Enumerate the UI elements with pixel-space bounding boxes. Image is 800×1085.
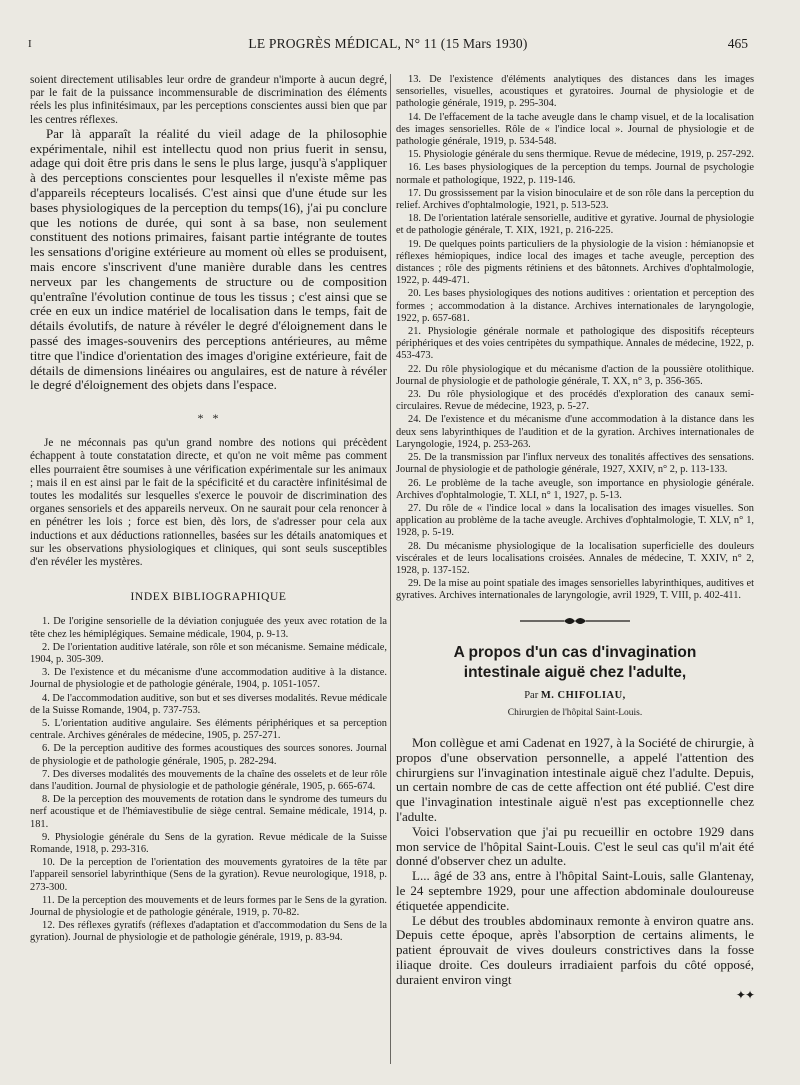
reference-item: 20. Les bases physiologiques des notions auditives : orientation et perception des formes ; accommodation à la distance. Archives internationales de laryngologie, 1922, p. 657-681. [396, 288, 754, 324]
body-paragraph: Par là apparaît la réalité du vieil adage de la philosophie expérimentale, nihil est intellectu quod non prius fuerit in sensu, adage qui doit être pris dans le sens le plus large, jusqu'à s'appliquer à des perceptions conscientes pour lesquelles il n'existe même pas d'appareils récepteurs localisés. C'est ainsi que d'une étude sur les bases physiologiques de la perception du temps(16), j'ai pu conclure que les notions de durée, qui sont à sa base, non seulement constituent des notions primaires, faisant partie intégrante de toutes les sensations d'origine extérieure au moment où elles se produisent, mais encore s'inscrivent d'une manière durable dans les centres nerveux par les changements de structure ou de composition qu'entraîne l'évolution continue de tous les tissus ; c'est ainsi que se crée en eux un indice matériel de localisation dans le temps, fait de détails évolutifs, de nature à révéler le degré d'éloignement dans le passé des images-souvenirs des perceptions antérieures, au même titre que l'indice d'orientation des images d'origine extérieure, fait de détails de dimensions linéaires ou angulaires, est de nature à révéler le degré d'éloignement des objets dans l'espace. [30, 125, 387, 393]
reference-item: 23. Du rôle physiologique et des procédés d'exploration des canaux semi-circulaires. Revue de médecine, 1923, p. 5-27. [396, 389, 754, 413]
reference-item: 18. De l'orientation latérale sensorielle, auditive et gyrative. Journal de physiologie et de pathologie générale, T. XIX, 1921, p. 216-225. [396, 213, 754, 237]
reference-item: 10. De la perception de l'orientation des mouvements gyratoires de la tête par l'appareil sensoriel labyrinthique (Sens de la gyration). Revue neurologique, 1918, p. 273-300. [30, 857, 387, 893]
closing-paragraph: Je ne méconnais pas qu'un grand nombre des notions qui précèdent échappent à toute constatation directe, et qu'on ne voit même pas comment elles pourraient être soumises à une vérification expérimentale sur les animaux ; mais il en est ainsi par le fait de la spécificité et du caractère infinitésimal de toutes les modalités sur lesquelles s'exerce le pouvoir de discrimination des organes sensoriels et des appareils nerveux. On ne saurait pour cela renoncer à en pénétrer les lois ; force est bien, dès lors, de s'adresser pour cela aux inductions et aux déductions rationnelles, basées sur les détails anatomiques et sur les observations physiologiques et cliniques, qui sont seuls susceptibles d'en révéler les mystères. [30, 437, 387, 568]
reference-item: 15. Physiologie générale du sens thermique. Revue de médecine, 1919, p. 257-292. [408, 149, 754, 161]
reference-list-continued [396, 74, 754, 603]
ornament-icon [520, 615, 630, 627]
reference-item: 29. De la mise au point spatiale des images sensorielles labyrinthiques, auditives et gyratives. Archives internationales de laryngologie, avril 1929, T. VIII, p. 402-411. [396, 578, 754, 602]
reference-item: 28. Du mécanisme physiologique de la localisation superficielle des douleurs viscérales et de leurs localisations croisées. Annales de médecine, T. XXIV, n° 2, 1928, p. 137-152. [396, 540, 754, 576]
reference-item: 14. De l'effacement de la tache aveugle dans le champ visuel, et de la localisation des images sensorielles. Rôle de « l'indice local ». Journal de physiologie et de pathologie générale, 1919, p. 534-548. [396, 111, 754, 148]
section-asterism [30, 411, 387, 425]
right-column [396, 74, 754, 1003]
index-heading: INDEX BIBLIOGRAPHIQUE [130, 591, 287, 604]
reference-item: 17. Du grossissement par la vision binoculaire et de son rôle dans la perception du relief. Archives d'ophtalmologie, 1921, p. 513-523. [396, 187, 754, 212]
column-divider [390, 74, 391, 1064]
continued-paragraph: soient directement utilisables leur ordre de grandeur n'importe à aucun degré, par le fait de la puissance incommensurable de discrimination des éléments réels les plus infinitésimaux, par les perceptions conscientes aussi bien que par les centres réflexes. [30, 74, 387, 126]
reference-item: 26. Le problème de la tache aveugle, son importance en physiologie générale. Archives d'ophtalmologie, T. XLI, n° 1, 1927, p. 5-13. [396, 477, 754, 501]
reference-item: 19. De quelques points particuliers de la physiologie de la vision : hémianopsie et réflexes hémiopiques, indice local des images et tache aveugle, perception des distances ; rôle des pigments rétiniens et des bâtonnets. Archives d'ophtalmologie, 1922, p. 449-471. [396, 238, 754, 287]
running-header [28, 36, 748, 56]
reference-item: 16. Les bases physiologiques de la perception du temps. Journal de psychologie normale et pathologique, 1922, p. 119-146. [396, 162, 754, 186]
reference-item: 13. De l'existence d'éléments analytiques des distances dans les images sensorielles, visuelles, acoustiques et gyratoires. Journal de physiologie et de pathologie générale, 1919, p. 295-304. [396, 74, 754, 110]
reference-item: 5. L'orientation auditive angulaire. Ses éléments périphériques et sa perception centrale. Archives générales de médecine, 1905, p. 257-271. [30, 718, 387, 742]
ornament-divider [520, 615, 630, 627]
reference-item: 25. De la transmission par l'influx nerveux des tonalités affectives des sensations. Journal de physiologie et de pathologie générale, 1927, XXIV, n° 2, p. 113-133. [396, 452, 754, 476]
reference-item: 4. De l'accommodation auditive, son but et ses diverses modalités. Revue médicale de la Suisse Romande, 1904, p. 737-753. [30, 692, 387, 716]
byline-prefix: Par [524, 689, 539, 701]
continuation-mark: ✦✦ [735, 988, 754, 1003]
reference-item: 3. De l'existence et du mécanisme d'une accommodation auditive à la distance. Journal de physiologie et de pathologie générale, 1904, p. 1051-1057. [30, 667, 387, 691]
article-paragraph: Voici l'observation que j'ai pu recueillir en octobre 1929 dans mon service de l'hôpital Saint-Louis. C'est le seul cas qu'il m'ait été donné d'observer chez un adulte. [396, 823, 754, 869]
reference-item: 24. De l'existence et du mécanisme d'une accommodation à la distance dans les deux sens labyrinthiques de l'audition et de la gyration. Archives internationales de Laryngologie, 1924, p. 253-263. [396, 414, 754, 450]
journal-title: LE PROGRÈS MÉDICAL, N° 11 (15 Mars 1930) [248, 36, 528, 51]
article-paragraph: L... âgé de 33 ans, entre à l'hôpital Saint-Louis, salle Glantenay, le 24 septembre 1929, pour une affection abdominale douloureuse étiquetée appendicite. [396, 868, 754, 913]
reference-item: 21. Physiologie générale normale et pathologique des dispositifs récepteurs périphériques et des voies centripètes du sympathique. Annales de médecine, 1922, p. 453-473. [396, 326, 754, 362]
header-mark: I [28, 38, 32, 50]
asterism-mark: * * [197, 411, 220, 426]
reference-list [30, 616, 387, 944]
reference-item: 9. Physiologie générale du Sens de la gyration. Revue médicale de la Suisse Romande, 1918, p. 293-316. [30, 831, 387, 856]
article-paragraph: Le début des troubles abdominaux remonte à environ quatre ans. Depuis cette époque, après l'absorption de certains aliments, le patient éprouvait de vives douleurs constrictives dans la fosse iliaque droite. Ces douleurs irradiaient parfois du côté opposé, duraient environ vingt [396, 912, 754, 987]
reference-item: 22. Du rôle physiologique et du mécanisme d'action de la poussière otolithique. Journal de physiologie et de pathologie générale, T. XX, n° 3, p. 356-365. [396, 363, 754, 387]
article-paragraph: Mon collègue et ami Cadenat en 1927, à la Société de chirurgie, à propos d'une observation personnelle, a appelé l'attention des chirurgiens sur l'invagination intestinale aiguë chez l'adulte. Depuis, un certain nombre de cas de cette affection ont été publié. C'est dire que l'invagination intestinale aiguë n'est pas exceptionnelle chez l'adulte. [396, 734, 754, 824]
left-column [30, 74, 387, 946]
reference-item: 27. Du rôle de « l'indice local » dans la localisation des images visuelles. Son application au problème de la tache aveugle. Archives d'ophtalmologie, T. XLV, n° 1, 1928, p. 5-19. [396, 502, 754, 539]
author-affiliation: Chirurgien de l'hôpital Saint-Louis. [507, 707, 643, 718]
page-number: 465 [727, 36, 748, 51]
reference-item: 11. De la perception des mouvements et de leurs formes par le Sens de la gyration. Journal de physiologie et de pathologie générale, 1919, p. 70-82. [30, 894, 387, 919]
article-title-line-2: intestinale aiguë chez l'adulte, [463, 663, 687, 681]
reference-item: 7. Des diverses modalités des mouvements de la chaîne des osselets et de leur rôle dans l'audition. Journal de physiologie et de pathologie générale, 1905, p. 665-674. [30, 768, 387, 793]
reference-item: 12. Des réflexes gyratifs (réflexes d'adaptation et d'accommodation du Sens de la gyration). Journal de physiologie et de pathologie générale, 1919, p. 83-94. [30, 920, 387, 944]
article-title-line-1: A propos d'un cas d'invagination [453, 643, 697, 661]
reference-item: 8. De la perception des mouvements de rotation dans le syndrome des tumeurs du nerf acoustique et de l'hémiavestibulie de siège central. Semaine médicale, 1914, p. 181. [30, 794, 387, 830]
reference-item: 6. De la perception auditive des formes acoustiques des sources sonores. Journal de physiologie et de pathologie générale, 1905, p. 282-294. [30, 743, 387, 767]
article-byline [396, 689, 754, 702]
reference-item: 1. De l'origine sensorielle de la déviation conjuguée des yeux avec rotation de la tête chez les hémiplégiques. Semaine médicale, 1904, p. 9-13. [30, 616, 387, 640]
reference-item: 2. De l'orientation auditive latérale, son rôle et son mécanisme. Semaine médicale, 1904, p. 305-309. [30, 641, 387, 665]
article-author: M. CHIFOLIAU, [540, 689, 626, 701]
